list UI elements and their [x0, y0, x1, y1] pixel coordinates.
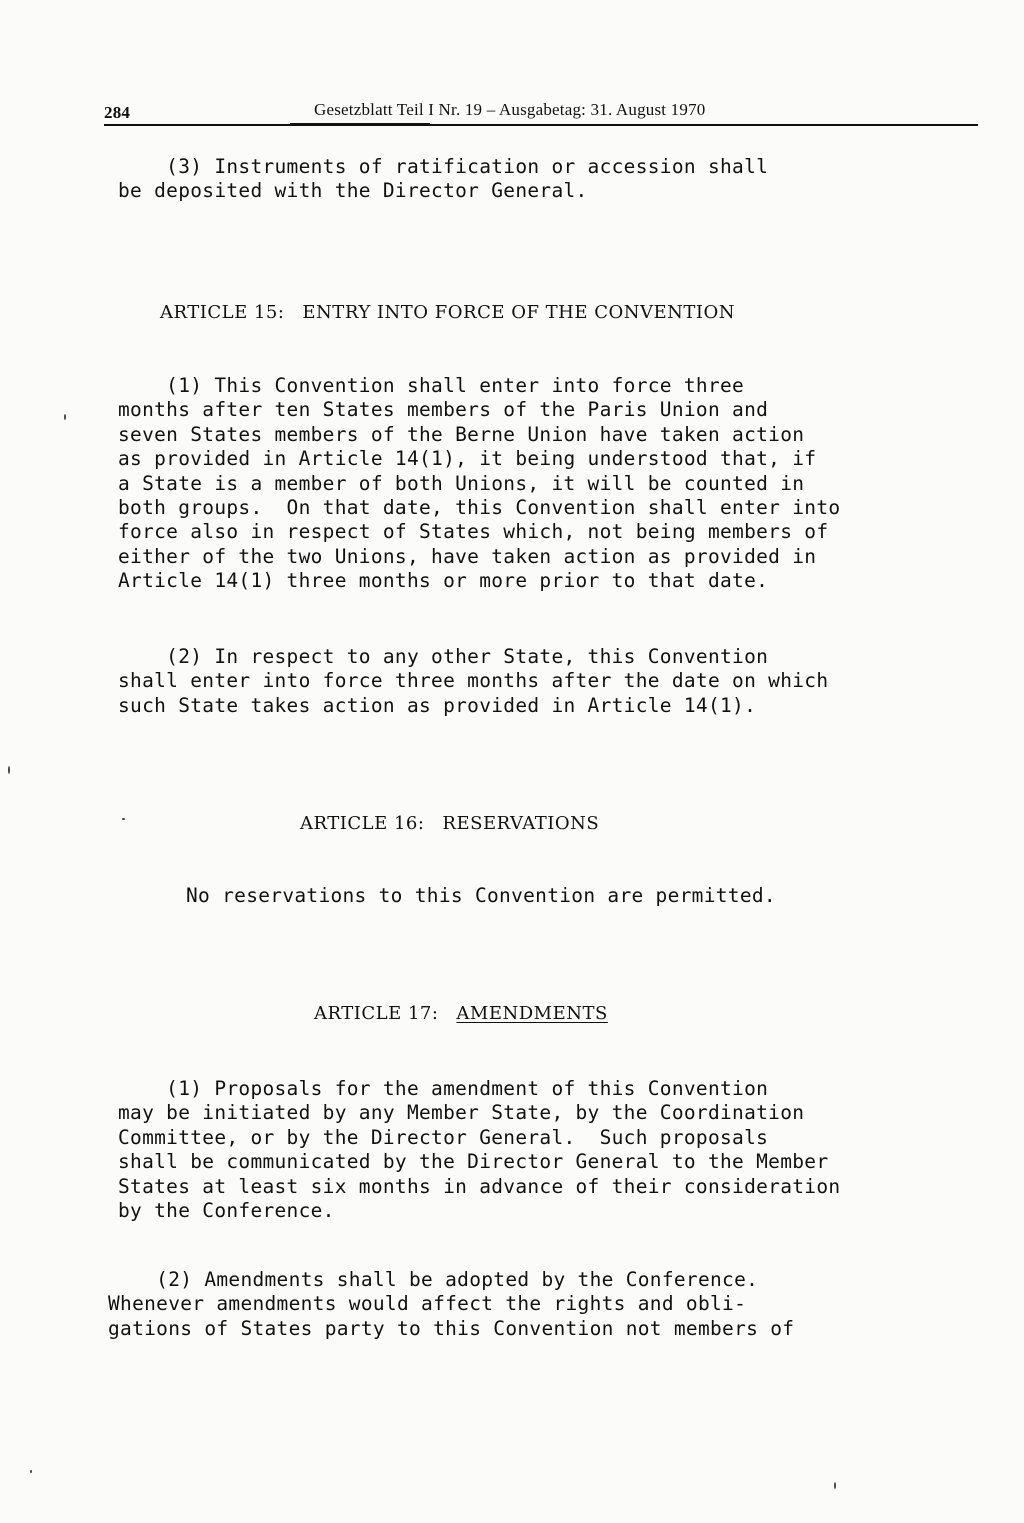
article-15-number: ARTICLE 15: [160, 302, 285, 323]
article-17-paragraph-2: (2) Amendments shall be adopted by the Conference. Whenever amendments would affect the rights and obli- gations of States party to this Convention not members of [108, 1268, 795, 1340]
article-16-title: RESERVATIONS [442, 813, 600, 834]
article-17-title: AMENDMENTS [456, 1003, 608, 1024]
scan-speck [30, 1470, 32, 1473]
article-15-title: ENTRY INTO FORCE OF THE CONVENTION [302, 302, 736, 323]
article-16-text: No reservations to this Convention are permitted. [186, 884, 776, 907]
page-number: 284 [104, 103, 131, 122]
header-rule [104, 124, 978, 126]
scan-speck [8, 766, 10, 774]
article-15-paragraph-2: (2) In respect to any other State, this Convention shall enter into force three months after the date on which such State takes action as provided in Article 14(1). [118, 645, 829, 717]
article-14-paragraph-3: (3) Instruments of ratification or accession shall be deposited with the Director General. [118, 155, 769, 203]
article-15-paragraph-1: (1) This Convention shall enter into force three months after ten States members of the Paris Union and seven States members of the Berne Union have taken action as provided in Article 14(1), it being understood that, if a State is a member of both Unions, it will be counted in both groups. On that date, this Convention shall enter into force also in respect of States which, not being members of either of the two Unions, have taken action as provided in Article 14(1) three months or more prior to that date. [118, 374, 841, 593]
scan-speck [122, 818, 125, 820]
article-17-number: ARTICLE 17: [314, 1003, 439, 1024]
article-17-heading [314, 1003, 608, 1024]
article-17-paragraph-1: (1) Proposals for the amendment of this Convention may be initiated by any Member State, by the Coordination Committee, or by the Director General. Such proposals shall be communicated by the Director General to the Member States at least six months in advance of their consideration by the Conference. [118, 1077, 841, 1223]
article-15-heading [160, 302, 735, 323]
article-16-number: ARTICLE 16: [300, 813, 425, 834]
page-header [104, 100, 978, 126]
header-rule-accent [290, 123, 430, 126]
article-16-heading [300, 813, 599, 834]
scan-speck [834, 1482, 836, 1489]
scan-speck [64, 414, 66, 420]
running-head: Gesetzblatt Teil I Nr. 19 – Ausgabetag: 31. August 1970 [314, 100, 706, 119]
